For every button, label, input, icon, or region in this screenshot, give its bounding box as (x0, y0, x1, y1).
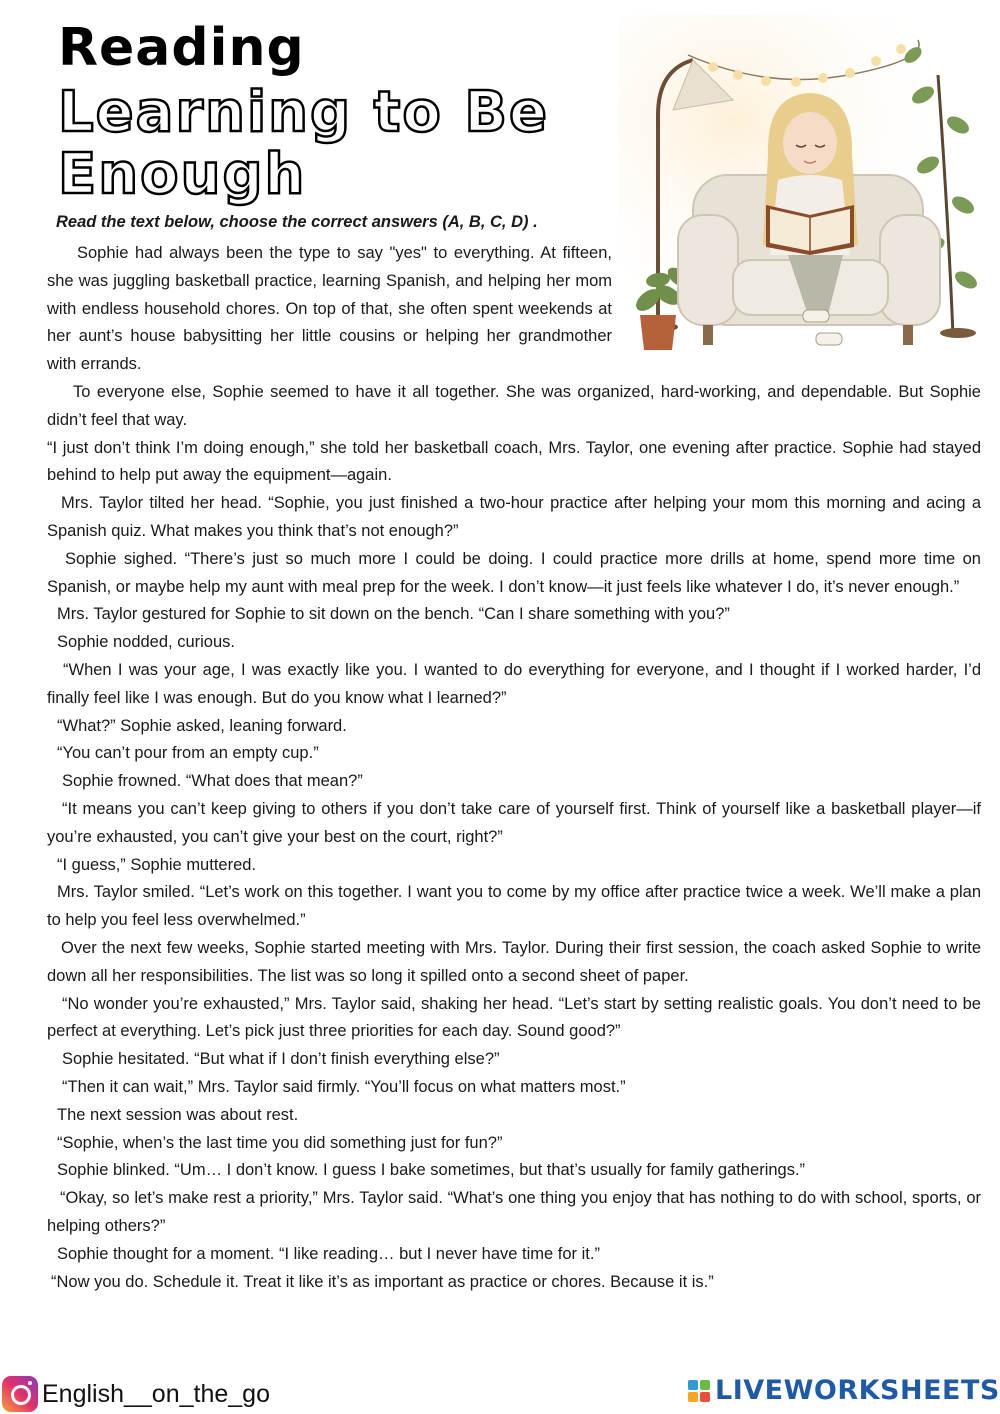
paragraph: Sophie had always been the type to say "yes" to everything. At fifteen, she was juggling basketball practice, learning Spanish, and helping her mom with endless household chores. On top of that, she often spent weekends at her aunt’s house babysitting her little cousins or helping her grandmother with errands. (47, 244, 612, 374)
liveworksheets-logo[interactable] (688, 1375, 1000, 1406)
instagram-handle: English__on_the_go (42, 1379, 270, 1408)
section-label: Reading (58, 18, 305, 78)
paragraph: Sophie frowned. “What does that mean?” (62, 772, 363, 791)
paragraph: “Sophie, when’s the last time you did something just for fun?” (57, 1133, 503, 1152)
instagram-icon (2, 1376, 38, 1412)
instruction-text: Read the text below, choose the correct answers (A, B, C, D) . (56, 213, 538, 231)
paragraph: Sophie nodded, curious. (57, 633, 235, 652)
logo-square (688, 1392, 698, 1402)
logo-square (688, 1380, 698, 1390)
paragraph: Sophie hesitated. “But what if I don’t finish everything else?” (62, 1050, 500, 1069)
paragraph: “Then it can wait,” Mrs. Taylor said firmly. “You’ll focus on what matters most.” (62, 1077, 626, 1096)
paragraph: Over the next few weeks, Sophie started meeting with Mrs. Taylor. During their first session, the coach asked Sophie to write down all her responsibilities. The list was so long it spilled onto a second sheet of paper. (47, 938, 981, 985)
liveworksheets-icon (688, 1380, 710, 1402)
paragraph: “Okay, so let’s make rest a priority,” Mrs. Taylor said. “What’s one thing you enjoy that has nothing to do with school, sports, or helping others?” (47, 1189, 981, 1235)
logo-square (700, 1392, 710, 1402)
paragraph: Sophie blinked. “Um… I don’t know. I guess I bake sometimes, but that’s usually for family gatherings.” (57, 1161, 806, 1180)
paragraph: “You can’t pour from an empty cup.” (57, 744, 319, 763)
paragraph: “No wonder you’re exhausted,” Mrs. Taylor said, shaking her head. “Let’s start by setting realistic goals. You don’t need to be perfect at everything. Let’s pick just three priorities for each day. Sound good?” (47, 994, 981, 1041)
intro-paragraph (47, 240, 612, 379)
paragraph: “Now you do. Schedule it. Treat it like it’s as important as practice or chores. Because it is.” (51, 1272, 714, 1291)
paragraph: “I guess,” Sophie muttered. (57, 855, 257, 874)
paragraph: Mrs. Taylor tilted her head. “Sophie, you just finished a two-hour practice after helping your mom this morning and acing a Spanish quiz. What makes you think that’s not enough?” (47, 494, 981, 540)
paragraph: “When I was your age, I was exactly like you. I wanted to do everything for everyone, and I thought if I worked harder, I’d finally feel like I was enough. But do you know what I learned?” (47, 660, 981, 707)
liveworksheets-brand: LIVEWORKSHEETS (715, 1375, 1000, 1406)
paragraph: Sophie thought for a moment. “I like reading… but I never have time for it.” (57, 1244, 600, 1263)
instagram-credit (2, 1376, 270, 1412)
paragraph: The next session was about rest. (57, 1105, 299, 1124)
worksheet-title: Learning to Be Enough (58, 80, 549, 207)
paragraph: “I just don’t think I’m doing enough,” she told her basketball coach, Mrs. Taylor, one evening after practice. Sophie had stayed behind to help put away the equipment—again. (47, 438, 981, 485)
paragraph: Mrs. Taylor smiled. “Let’s work on this together. I want you to come by my office after practice twice a week. We’ll make a plan to help you feel less overwhelmed.” (47, 883, 981, 930)
logo-square (700, 1380, 710, 1390)
paragraph: “What?” Sophie asked, leaning forward. (57, 716, 347, 735)
girl-reading-illustration (618, 15, 998, 365)
paragraph: To everyone else, Sophie seemed to have it all together. She was organized, hard-working, and dependable. But Sophie didn’t feel that way. (47, 383, 981, 429)
paragraph: Sophie sighed. “There’s just so much more I could be doing. I could practice more drills at home, spend more time on Spanish, or maybe help my aunt with meal prep for the week. I don’t know—it just feels like whatever I do, it’s never enough.” (47, 549, 981, 596)
story-body (47, 379, 981, 1296)
paragraph: Mrs. Taylor gestured for Sophie to sit down on the bench. “Can I share something with you?” (57, 605, 730, 624)
paragraph: “It means you can’t keep giving to others if you don’t take care of yourself first. Think of yourself like a basketball player—if you’re exhausted, you can’t give your best on the court, right?” (47, 799, 981, 846)
